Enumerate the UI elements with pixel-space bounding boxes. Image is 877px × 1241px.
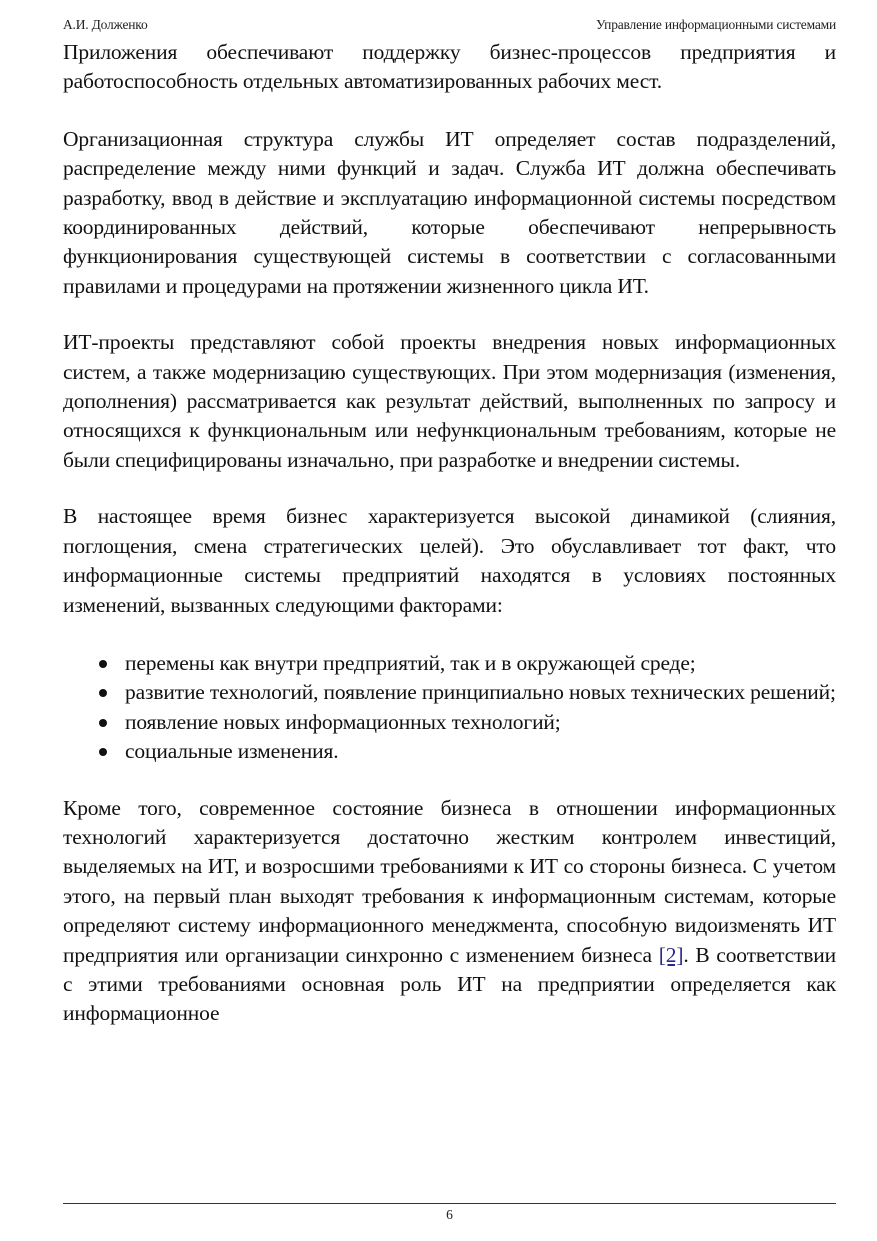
paragraph-4: В настоящее время бизнес характеризуется высокой динамикой (слияния, поглощения, смена стратегических целей). Это обуславливает тот факт, что информационные системы предприятий находятся в условиях постоянных изменений, вызванных следующими факторами: <box>63 504 836 617</box>
bullet-icon <box>99 748 107 756</box>
running-header <box>63 15 836 35</box>
bullet-icon <box>99 689 107 697</box>
page-number: 6 <box>446 1207 453 1222</box>
list-item <box>63 678 836 707</box>
header-author: А.И. Долженко <box>63 17 148 32</box>
factors-list <box>63 649 836 767</box>
list-item <box>63 708 836 737</box>
body-text <box>63 38 836 1029</box>
header-title: Управление информационными системами <box>596 17 836 32</box>
paragraph-5-text-start: Кроме того, современное состояние бизнеса в отношении информационных технологий характеризуется достаточно жестким контролем инвестиций, выделяемых на ИТ, и возросшими требованиями к ИТ со стороны бизнеса. С учетом этого, на первый план выходят требования к информационным системам, которые определяют систему информационного менеджмента, способную видоизменять ИТ предприятия или организации синхронно с изменением бизнеса <box>63 795 836 967</box>
bullet-icon <box>99 660 107 668</box>
list-item <box>63 649 836 678</box>
paragraph-2: Организационная структура службы ИТ определяет состав подразделений, распределение между ними функций и задач. Служба ИТ должна обеспечивать разработку, ввод в действие и эксплуатацию информационной системы посредством координированных действий, которые обеспечивают непрерывность функционирования существующей системы в соответствии с согласованными правилами и процедурами на протяжении жизненного цикла ИТ. <box>63 126 836 298</box>
bullet-icon <box>99 719 107 727</box>
list-item-text: социальные изменения. <box>125 739 339 764</box>
list-item-text: перемены как внутри предприятий, так и в окружающей среде; <box>125 650 696 675</box>
paragraph-1: Приложения обеспечивают поддержку бизнес-процессов предприятия и работоспособность отдельных автоматизированных рабочих мест. <box>63 40 836 94</box>
list-item <box>63 737 836 766</box>
paragraph-5-text-end: . В соответствии с этими требованиями основная роль ИТ на предприятии определяется как информационное <box>63 942 836 1026</box>
footer-divider <box>63 1203 836 1204</box>
list-item-text: развитие технологий, появление принципиально новых технических решений; <box>125 680 836 705</box>
list-item-text: появление новых информационных технологий; <box>125 709 561 734</box>
reference-link[interactable]: [2] <box>658 942 684 967</box>
paragraph-3: ИТ-проекты представляют собой проекты внедрения новых информационных систем, а также модернизацию существующих. При этом модернизация (изменения, дополнения) рассматривается как результат действий, выполненных по запросу и относящихся к функциональным или нефункциональным требованиям, которые не были специфицированы изначально, при разработке и внедрении системы. <box>63 330 836 472</box>
paragraph-5 <box>63 794 836 1029</box>
